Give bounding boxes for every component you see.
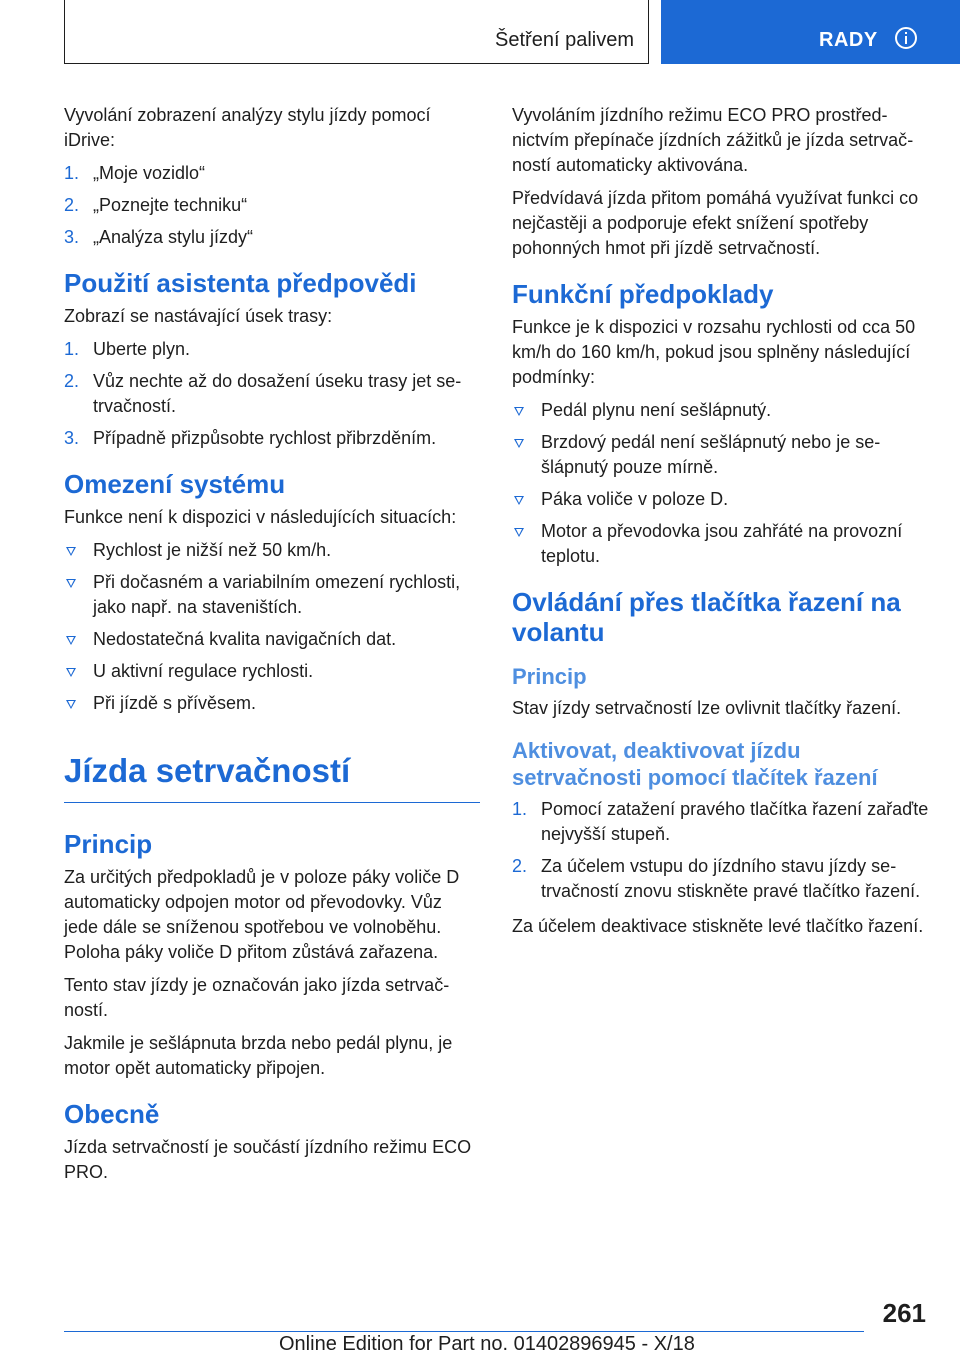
list-item: Při jízdě s přívěsem. [64,691,480,716]
right-column [512,103,930,947]
step-number: 2. [64,195,80,215]
left-column [64,103,480,1193]
list-item: Nedostatečná kvalita navigačních dat. [64,627,480,652]
prerequisites-list [512,398,930,569]
paddles-principle-text: Stav jízdy setrvačností lze ovlivnit tlačítky řazení. [512,698,902,718]
bullet-triangle-icon [514,439,524,448]
list-item: 2. Vůz nechte až do dosažení úseku trasy jet setrvačností. [64,371,462,416]
info-icon[interactable] [895,27,917,49]
bullet-triangle-icon [66,668,76,677]
list-item: 3. „Analýza stylu jízdy“ [64,225,480,250]
step-number: 1. [64,163,80,183]
heading-prerequisites: Funkční předpoklady [512,279,774,309]
bullet-triangle-icon [66,636,76,645]
list-item: Pedál plynu není sešlápnutý. [512,398,930,423]
bullet-triangle-icon [514,407,524,416]
header-section-box [64,0,649,64]
assist-steps [64,337,480,451]
step-number: 3. [64,428,80,448]
heading-general: Obecně [64,1099,160,1129]
deactivate-text: Za účelem deaktivace stiskněte levé tlačítko řazení. [512,916,924,936]
eco-paragraph-2: Předvídavá jízda přitom pomáhá využívat funkci co nejčastěji a podporuje efekt snížení spotřeby pohonných hmot při jízdě setrvačností. [512,188,919,258]
general-text: Jízda setrvačností je součástí jízdního režimu ECO PRO. [64,1137,472,1182]
bullet-triangle-icon [66,579,76,588]
heading-paddles-principle: Princip [512,664,587,689]
activate-steps [512,797,930,904]
heading-paddles: Ovládání přes tlačítka řazení na volantu [512,587,901,647]
list-item: 2. „Poznejte techniku“ [64,193,480,218]
step-number: 2. [64,371,80,391]
header-tab-label: RADY [819,29,878,51]
step-number: 3. [64,227,80,247]
footer-divider [64,1331,864,1332]
list-item: Rychlost je nižší než 50 km/h. [64,538,480,563]
eco-paragraph-1: Vyvoláním jízdního režimu ECO PRO prostřednictvím přepínače jízdních zážitků je jízda setrvačností automaticky aktivována. [512,105,914,175]
principle-paragraph-3: Jakmile je sešlápnuta brzda nebo pedál plynu, je motor opět automaticky připojen. [64,1033,453,1078]
list-item: Při dočasném a variabilním omezení rychlosti, jako např. na staveništích. [64,570,480,620]
limits-list [64,538,480,716]
header-section-title: Šetření palivem [495,29,634,51]
list-item: Motor a převodovka jsou zahřáté na provozní teplotu. [512,519,930,569]
footer-edition: Online Edition for Part no. 01402896945 - X/18 [279,1333,695,1355]
list-item: Páka voliče v poloze D. [512,487,930,512]
list-item: 1. Pomocí zatažení pravého tlačítka řazení zařaďte nejvyšší stupeň. [512,799,929,844]
intro-steps [64,161,480,250]
page-number: 261 [882,1298,926,1328]
bullet-triangle-icon [514,528,524,537]
bullet-triangle-icon [66,547,76,556]
intro-text: Vyvolání zobrazení analýzy stylu jízdy pomocí iDrive: [64,105,431,150]
list-item: 3. Případně přizpůsobte rychlost přibrzděním. [64,426,480,451]
list-item: Brzdový pedál není sešlápnutý nebo je sešlápnutý pouze mírně. [512,430,930,480]
step-number: 1. [64,339,80,359]
step-number: 1. [512,799,528,819]
header-tab-rady[interactable] [661,0,960,64]
list-item: 1. „Moje vozidlo“ [64,161,480,186]
assist-text: Zobrazí se nastávající úsek trasy: [64,306,333,326]
limits-text: Funkce není k dispozici v následujících situacích: [64,507,457,527]
list-item: 1. Uberte plyn. [64,337,480,362]
heading-activate: Aktivovat, deaktivovat jízdu setrvačnosti pomocí tlačítek řazení [512,738,878,790]
bullet-triangle-icon [514,496,524,505]
heading-limits: Omezení systému [64,469,286,499]
principle-paragraph-1: Za určitých předpokladů je v poloze páky voliče D automaticky odpojen motor od převodovky. Vůz jede dále se sníženou spotřebou ve volnoběhu. Poloha páky voliče D přitom zůstává zařazena. [64,867,460,962]
heading-assist: Použití asistenta předpovědi [64,268,417,298]
bullet-triangle-icon [66,700,76,709]
step-number: 2. [512,856,528,876]
list-item: U aktivní regulace rychlosti. [64,659,480,684]
list-item: 2. Za účelem vstupu do jízdního stavu jízdy setrvačností znovu stiskněte pravé tlačítko řazení. [512,856,921,901]
prerequisites-text: Funkce je k dispozici v rozsahu rychlosti od cca 50 km/h do 160 km/h, pokud jsou splněny následující podmínky: [512,317,916,387]
principle-paragraph-2: Tento stav jízdy je označován jako jízda setrvačností. [64,975,450,1020]
chapter-heading-coasting: Jízda setrvačností [64,752,480,803]
heading-principle: Princip [64,829,153,859]
